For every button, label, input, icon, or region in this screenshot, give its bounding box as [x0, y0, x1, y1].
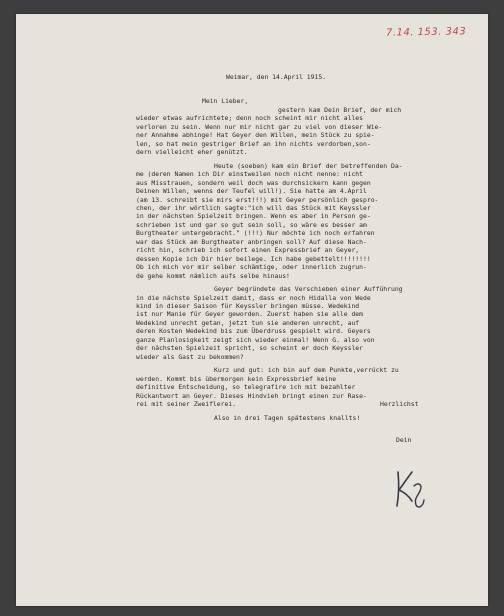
body-line: (am 13. schreibt sie mirs erst!!!) mit Geyer persönlich gespro- — [136, 195, 379, 204]
body-line: Kurz und gut: ich bin auf dem Punkte,verrückt zu — [214, 366, 399, 375]
closing-word: Dein — [396, 436, 412, 444]
body-line: verloren zu sein. Wenn nur mir nicht gar zu viel von dieser Wie- — [136, 122, 383, 131]
body-line: Geyer begründete das Verschieben einer Aufführung — [214, 285, 403, 294]
body-line: me (deren Namen ich Dir einstweilen noch nicht nenne: nicht — [136, 170, 364, 179]
body-line: Wedekind unrecht getan, jetzt tun sie anderen unrecht, auf — [136, 318, 360, 327]
body-line: Rückantwort an Geyer. Dieses Hindvieh bringt einen zur Rase- — [136, 391, 367, 400]
body-line: rei mit seiner Zweiflerei. — [136, 400, 237, 409]
archive-mark: 7.14. 153. 343 — [385, 26, 467, 39]
letter-page — [16, 14, 488, 606]
body-line: Heute (soeben) kam ein Brief der betreffenden Da- — [214, 161, 403, 170]
body-line: Ob ich mich vor mir selber schämtige, oder innerlich zugrun- — [136, 263, 367, 272]
body-line: in der nächsten Spielzeit bringen. Wenn es aber in Person ge- — [136, 212, 371, 221]
body-line: in die nächste Spielzeit damit, dass er noch Hidalla von Wede — [136, 293, 371, 302]
body-line: len, so hat mein gestriger Brief an ihn nichts verdorben,son- — [136, 139, 371, 148]
body-line: aus Misstrauen, sondern weil doch was durchsickern kann gegen — [136, 178, 371, 187]
body-line: dessen Kopie ich Dir hier beilege. Ich habe gebettelt!!!!!!!! — [136, 254, 371, 263]
body-line: war das Stück am Burgtheater anbringen soll? Auf diese Nach- — [136, 237, 367, 246]
body-line: werden. Kommt bis übermorgen kein Expressbrief keine — [136, 374, 337, 383]
body-line: kind in dieser Saison für Keyssler bringen müsse. Wedekind — [136, 302, 360, 311]
salutation: Mein Lieber, — [202, 97, 249, 105]
dateline: Weimar, den 14.April 1915. — [226, 73, 327, 81]
body-line: schrieben ist und gar so gut sein soll, so wäre es besser am — [136, 220, 367, 229]
body-line: gestern kam Dein Brief, der mich — [278, 106, 402, 114]
body-line: de gehe kommt nämlich aufs selbe hinaus! — [136, 271, 290, 280]
body-line: Deinen Willen, wenns der Teufel will!). Sie hatte am 4.April — [136, 187, 367, 196]
body-line: Also in drei Tagen spätestens knallts! — [214, 413, 361, 422]
handwritten-signature — [392, 466, 430, 510]
body-line: wieder etwas aufrichtete; denn noch scheint mir nicht alles — [136, 114, 364, 123]
body-line: definitive Entscheidung, so telegrafire ich mit bezahlter — [136, 383, 356, 392]
body-line: wieder als Gast zu bekommen? — [136, 352, 244, 361]
body-line: ner Annahme abhinge! Hat Geyer den Willen, mein Stück zu spie- — [136, 131, 375, 140]
body-line: chen, der ihr wörtlich sagte:"ich will das Stück mit Keyssler — [136, 204, 371, 213]
closing: Herzlichst — [380, 400, 419, 408]
body-line: deren Kosten Wedekind bis zum Überdruss gespielt wird. Geyers — [136, 327, 371, 336]
typed-letter — [16, 14, 488, 444]
body-line: der nächsten Spielzeit spricht, so scheint er doch Keyssler — [136, 344, 364, 353]
body-line: ist nur Manie für Geyer geworden. Zuerst haben sie alle dem — [136, 310, 364, 319]
body-line: dern vielleicht eher genützt. — [136, 148, 248, 157]
body-line: richt hin, schrieb ich sofort einen Expressbrief an Geyer, — [136, 246, 360, 255]
body-line: Burgtheater untergebracht." (!!!) Nur möchte ich noch erfahren — [136, 229, 375, 238]
body-line: ganze Planlosigkeit zeigt sich wieder einmal! Wenn G. also von — [136, 335, 375, 344]
